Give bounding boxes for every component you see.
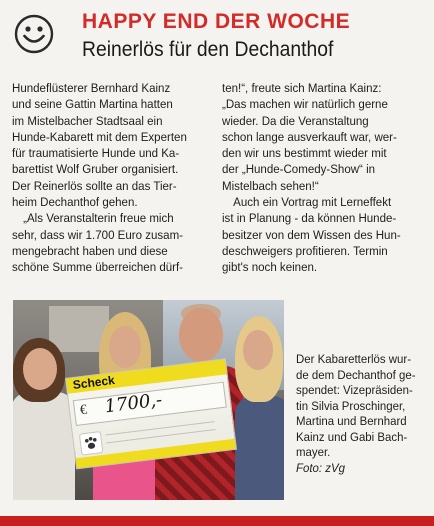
article-line: für traumatisierte Hunde und Ka- xyxy=(12,146,180,161)
cheque-rule xyxy=(106,429,215,443)
article-line: schöne Summe überreichen dürf- xyxy=(12,260,184,275)
caption-line: Kainz und Gabi Bach- xyxy=(296,429,408,444)
article-line: „Das machen wir natürlich gerne xyxy=(222,97,388,112)
article-line: sehr, dass wir 1.700 Euro zusam- xyxy=(12,227,184,242)
article-line: heim Dechanthof gehen. xyxy=(12,195,138,210)
article-line: ist in Planung - da können Hunde- xyxy=(222,211,397,226)
article-line: wieder. Da die Veranstaltung xyxy=(222,113,369,128)
article-line: barettist Wolf Gruber organisiert. xyxy=(12,162,179,177)
article-line: Mistelbach sehen!“ xyxy=(222,178,319,193)
smiley-face-icon xyxy=(14,14,54,54)
article-line: gibt's noch keinen. xyxy=(222,260,318,275)
caption-line: tin Silvia Proschinger, xyxy=(296,398,406,413)
article-headline: Reinerlös für den Dechanthof xyxy=(82,38,334,61)
article-line: Hunde-Kabarett mit dem Experten xyxy=(12,129,187,144)
caption-line: spendet: Vizepräsiden- xyxy=(296,383,413,397)
caption-line: Martina und Bernhard xyxy=(296,414,407,428)
article-line: im Mistelbacher Stadtsaal ein xyxy=(12,113,163,128)
article-column-left xyxy=(12,80,205,276)
article-line: mengebracht haben und diese xyxy=(12,243,168,258)
cheque-amount: 1700,- xyxy=(103,389,164,418)
section-kicker: HAPPY END DER WOCHE xyxy=(82,10,351,33)
caption-line: Der Kabaretterlös wur- xyxy=(296,352,412,366)
article-line: Der Reinerlös sollte an das Tier- xyxy=(12,178,177,193)
article-line: und seine Gattin Martina hatten xyxy=(12,97,173,112)
donation-cheque xyxy=(65,358,237,469)
paw-logo-icon xyxy=(79,431,104,456)
article-line: Hundeflüsterer Bernhard Kainz xyxy=(12,81,171,95)
article-line: der „Hunde-Comedy-Show“ in xyxy=(222,162,376,177)
photo-caption xyxy=(296,352,422,476)
cheque-rule xyxy=(105,421,214,435)
caption-line: mayer. xyxy=(296,445,331,459)
article-line: den wir uns bestimmt wieder mit xyxy=(222,146,387,161)
article-line: Auch ein Vortrag mit Lerneffekt xyxy=(233,195,392,210)
article-line: ten!“, freute sich Martina Kainz: xyxy=(222,81,382,95)
caption-line: de dem Dechanthof ge- xyxy=(296,367,416,382)
footer-color-bar xyxy=(0,516,434,526)
cheque-handover-photo xyxy=(13,300,284,500)
article-line: deschweigers profitieren. Termin xyxy=(222,243,388,258)
article-line: besitzer von dem Wissen des Hun- xyxy=(222,227,401,242)
cheque-currency: € xyxy=(79,402,88,419)
article-line: schon lange ausverkauft war, wer- xyxy=(222,129,397,144)
article-line: „Als Veranstalterin freue mich xyxy=(23,211,174,226)
article-column-right xyxy=(222,80,419,276)
photo-credit: Foto: zVg xyxy=(296,460,345,475)
cheque-brand: Scheck xyxy=(72,373,116,393)
